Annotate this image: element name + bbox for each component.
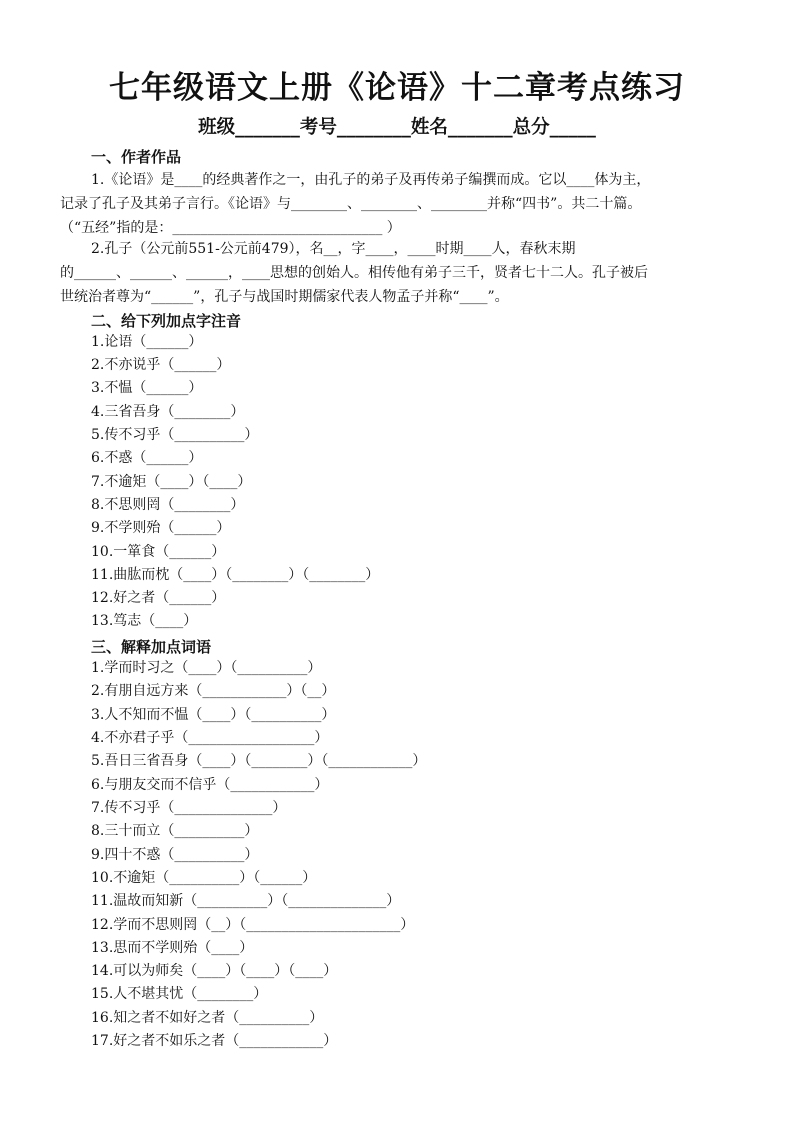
score-field[interactable]: _____ (549, 117, 596, 138)
explanation-item[interactable]: 4.不亦君子乎（__________________） (91, 730, 329, 746)
score-label: 总分 (512, 117, 550, 138)
explanation-item[interactable]: 11.温故而知新（__________）（______________） (91, 893, 401, 909)
exam-number-label: 考号 (299, 117, 337, 138)
section-heading-author-works: 一、作者作品 (91, 148, 182, 166)
pronunciation-item[interactable]: 8.不思则罔（________） (91, 497, 245, 513)
page-title: 七年级语文上册《论语》十二章考点练习 (109, 70, 685, 106)
pronunciation-item[interactable]: 9.不学则殆（______） (91, 520, 231, 536)
explanation-item[interactable]: 5.吾日三省吾身（____）（________）（____________） (91, 753, 427, 769)
section-heading-pronunciation: 二、给下列加点字注音 (91, 312, 242, 330)
paragraph-line: 的______、______、______，____思想的创始人。相传他有弟子三千，贤者七十二人。孔子被后 (60, 265, 648, 281)
exam-number-field[interactable]: ________ (336, 117, 411, 138)
question-paragraph-1 (60, 168, 740, 240)
pronunciation-item[interactable]: 13.笃志（____） (91, 613, 198, 629)
pronunciation-item[interactable]: 3.不愠（______） (91, 380, 203, 396)
explanation-item[interactable]: 3.人不知而不愠（____）（__________） (91, 707, 336, 723)
explanation-item[interactable]: 2.有朋自远方来（____________）（__） (91, 683, 336, 699)
explanation-item[interactable]: 8.三十而立（__________） (91, 823, 259, 839)
class-field[interactable]: _______ (235, 117, 300, 138)
explanation-item[interactable]: 16.知之者不如好之者（__________） (91, 1010, 324, 1026)
explanation-item[interactable]: 12.学而不思则罔（__）（______________________） (91, 917, 415, 933)
paragraph-line: 2.孔子（公元前551-公元前479），名__，字____，____时期____人，春秋末期 (91, 241, 576, 257)
pronunciation-item[interactable]: 6.不惑（______） (91, 450, 203, 466)
explanation-item[interactable]: 6.与朋友交而不信乎（____________） (91, 777, 329, 793)
student-info-line (0, 113, 794, 139)
pronunciation-item[interactable]: 1.论语（______） (91, 334, 203, 350)
explanation-item[interactable]: 1.学而时习之（____）（__________） (91, 660, 322, 676)
pronunciation-item[interactable]: 11.曲肱而枕（____）（________）（________） (91, 567, 380, 583)
pronunciation-item[interactable]: 7.不逾矩（____）（____） (91, 474, 252, 490)
explanation-item[interactable]: 17.好之者不如乐之者（____________） (91, 1033, 338, 1049)
pronunciation-item[interactable]: 2.不亦说乎（______） (91, 357, 231, 373)
paragraph-line: 记录了孔子及其弟子言行。《论语》与________、________、________并称“四书”。共二十篇。 (60, 196, 642, 212)
pronunciation-item[interactable]: 10.一箪食（______） (91, 544, 226, 560)
section-heading-word-explanation: 三、解释加点词语 (91, 638, 212, 656)
explanation-item[interactable]: 15.人不堪其忧（________） (91, 986, 268, 1002)
pronunciation-item[interactable]: 12.好之者（______） (91, 590, 226, 606)
pronunciation-item[interactable]: 4.三省吾身（________） (91, 404, 245, 420)
paragraph-line: 1.《论语》是____的经典著作之一，由孔子的弟子及再传弟子编撰而成。它以____体为主， (91, 172, 651, 188)
paragraph-line: 世统治者尊为“______”，孔子与战国时期儒家代表人物孟子并称“____”。 (60, 289, 509, 305)
explanation-item[interactable]: 9.四十不惑（__________） (91, 847, 259, 863)
explanation-item[interactable]: 13.思而不学则殆（____） (91, 940, 254, 956)
pronunciation-item[interactable]: 5.传不习乎（__________） (91, 427, 259, 443)
explanation-item[interactable]: 7.传不习乎（______________） (91, 800, 287, 816)
paragraph-line: （“五经”指的是：______________________________ ） (60, 220, 401, 236)
name-field[interactable]: _______ (447, 117, 513, 138)
class-label: 班级 (198, 117, 236, 138)
explanation-item[interactable]: 14.可以为师矣（____）（____）（____） (91, 963, 338, 979)
name-label: 姓名 (410, 117, 448, 138)
explanation-item[interactable]: 10.不逾矩（__________）（______） (91, 870, 317, 886)
question-paragraph-2 (60, 237, 740, 309)
